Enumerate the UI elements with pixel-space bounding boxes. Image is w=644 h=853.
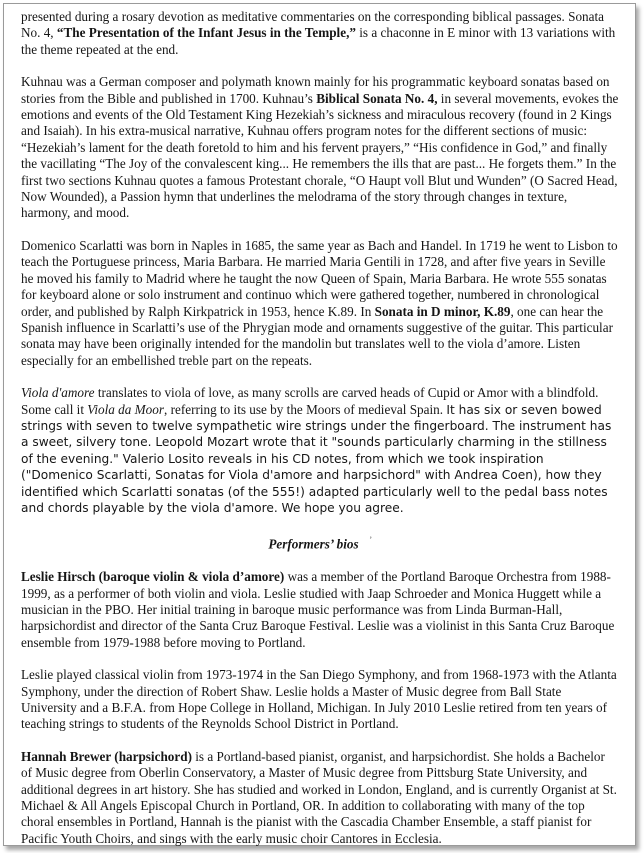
text-run: is a Portland-based pianist, organist, and harpsichordist. She holds a Bachelor of Music degree from Oberlin Conservatory, a Master of Music degree from Pittsburg State University, and additional degrees in art history. She has studied and worked in London, England, and is currently Organist at St. Michael & All Angels Episcopal Church in Portland, OR. In addition to collaborating with many of the top choral ensembles in Portland, Hannah is the pianist with the Cascadia Chamber Ensemble, a staff pianist for Pacific Youth Choirs, and sings with the early music choir Cantores in Ecclesia. [21, 748, 617, 846]
text-run: Leslie played classical violin from 1973-1974 in the San Diego Symphony, and from 1968-1973 with the Atlanta Symphony, under the direction of Robert Shaw. Leslie holds a Master of Music degree from Ball State University and a B.F.A. from Hope College in Holland, Michigan. In July 2010 Leslie retired from ten years of teaching strings to students of the Reynolds School District in Portland. [21, 667, 617, 732]
heading-text: Performers’ bios [268, 536, 359, 552]
sonata-title: “The Presentation of the Infant Jesus in the Temple,” [56, 25, 356, 41]
stray-mark: ’ [368, 535, 372, 546]
paragraph-rosary-sonata [21, 9, 619, 58]
paragraph-hannah-brewer [21, 749, 619, 847]
instrument-name: Viola d'amore [21, 385, 95, 401]
section-heading [21, 532, 619, 553]
text-run: Kuhnau was a German composer and polymath known mainly for his programmatic keyboard sonatas based on stories from the Bible and published in 1700. Kuhnau’s [21, 74, 610, 106]
text-run: Domenico Scarlatti was born in Naples in 1685, the same year as Bach and Handel. In 1719 he went to Lisbon to teach the Portuguese princess, Maria Barbara. He married Maria Gentili in 1728, and after five years in Seville he moved his family to Madrid where he taught the now Queen of Spain, Maria Barbara. He wrote 555 sonatas for keyboard alone or solo instrument and continuo which were gathered together, numbered in chronological order, and published by Ralph Kirkpatrick in 1953, hence K.89. In [21, 237, 618, 319]
text-run: is a chaconne in E minor with 13 variations with the theme repeated at the end. [21, 25, 616, 57]
paragraph-leslie-career [21, 667, 619, 733]
paragraph-viola-damore [21, 385, 619, 516]
text-run: , one can hear the Spanish influence in Scarlatti’s use of the Phrygian mode and ornaments suggestive of the guitar. This particular sonata may have been originally intended for the mandolin but translates well to the viola d’amore. Listen especially for an embellished treble part on the repeats. [21, 303, 613, 368]
text-run: It has six or seven bowed strings with seven to twelve sympathetic wire strings under the fingerboard. The instrument has a sweet, silvery tone. Leopold Mozart wrote that it "sounds particularly charming in the stillness of the evening." Valerio Losito reveals in his CD notes, from which we took inspiration ("Domenico Scarlatti, Sonatas for Viola d'amore and harpsichord" with Andrea Coen), how they identified which Scarlatti sonatas (of the 555!) adapted particularly well to the pedal bass notes and chords playable by the viola d'amore. We hope you agree. [21, 402, 612, 515]
document-page [3, 3, 636, 846]
sonata-title: Sonata in D minor, K.89 [374, 303, 511, 319]
paragraph-kuhnau [21, 74, 619, 222]
text-run: translates to viola of love, as many scrolls are carved heads of Cupid or Amor with a blindfold. Some call it [21, 385, 599, 417]
text-run: in several movements, evokes the emotions and events of the Old Testament King Hezekiah’s sickness and miraculous recovery (found in 2 Kings and Isaiah). In his extra-musical narrative, Kuhnau offers program notes for the different sections of music: “Hezekiah’s lament for the death foretold to him and his fervent prayers,” “His confidence in God,” and finally the vacillating “The Joy of the convalescent king... He remembers the ills that are past... He forgets them.” In the first two sections Kuhnau quotes a famous Protestant chorale, “O Haupt voll Blut und Wunden” (O Sacred Head, Now Wounded), a Passion hymn that underlines the melodrama of the story through changes in texture, harmony, and mood. [21, 90, 619, 221]
paragraph-scarlatti [21, 238, 619, 369]
text-run: , referring to its use by the Moors of medieval Spain. [163, 401, 447, 417]
paragraph-leslie-hirsch [21, 569, 619, 651]
instrument-name: Viola da Moor [87, 401, 164, 417]
performer-name: Leslie Hirsch (baroque violin & viola d’amore) [21, 569, 285, 585]
text-run: was a member of the Portland Baroque Orchestra from 1988-1999, as a performer of both violin and viola. Leslie studied with Jaap Schroeder and Monica Huggett while a musician in the PBO. Her initial training in baroque music performance was from Linda Burman-Hall, harpsichordist and director of the Santa Cruz Baroque Festival. Leslie was a violinist in this Santa Cruz Baroque ensemble from 1979-1988 before moving to Portland. [21, 569, 615, 650]
performer-name: Hannah Brewer (harpsichord) [21, 748, 192, 764]
text-run: presented during a rosary devotion as meditative commentaries on the corresponding biblical passages. Sonata No. 4, [21, 9, 605, 41]
sonata-title: Biblical Sonata No. 4, [316, 90, 438, 106]
